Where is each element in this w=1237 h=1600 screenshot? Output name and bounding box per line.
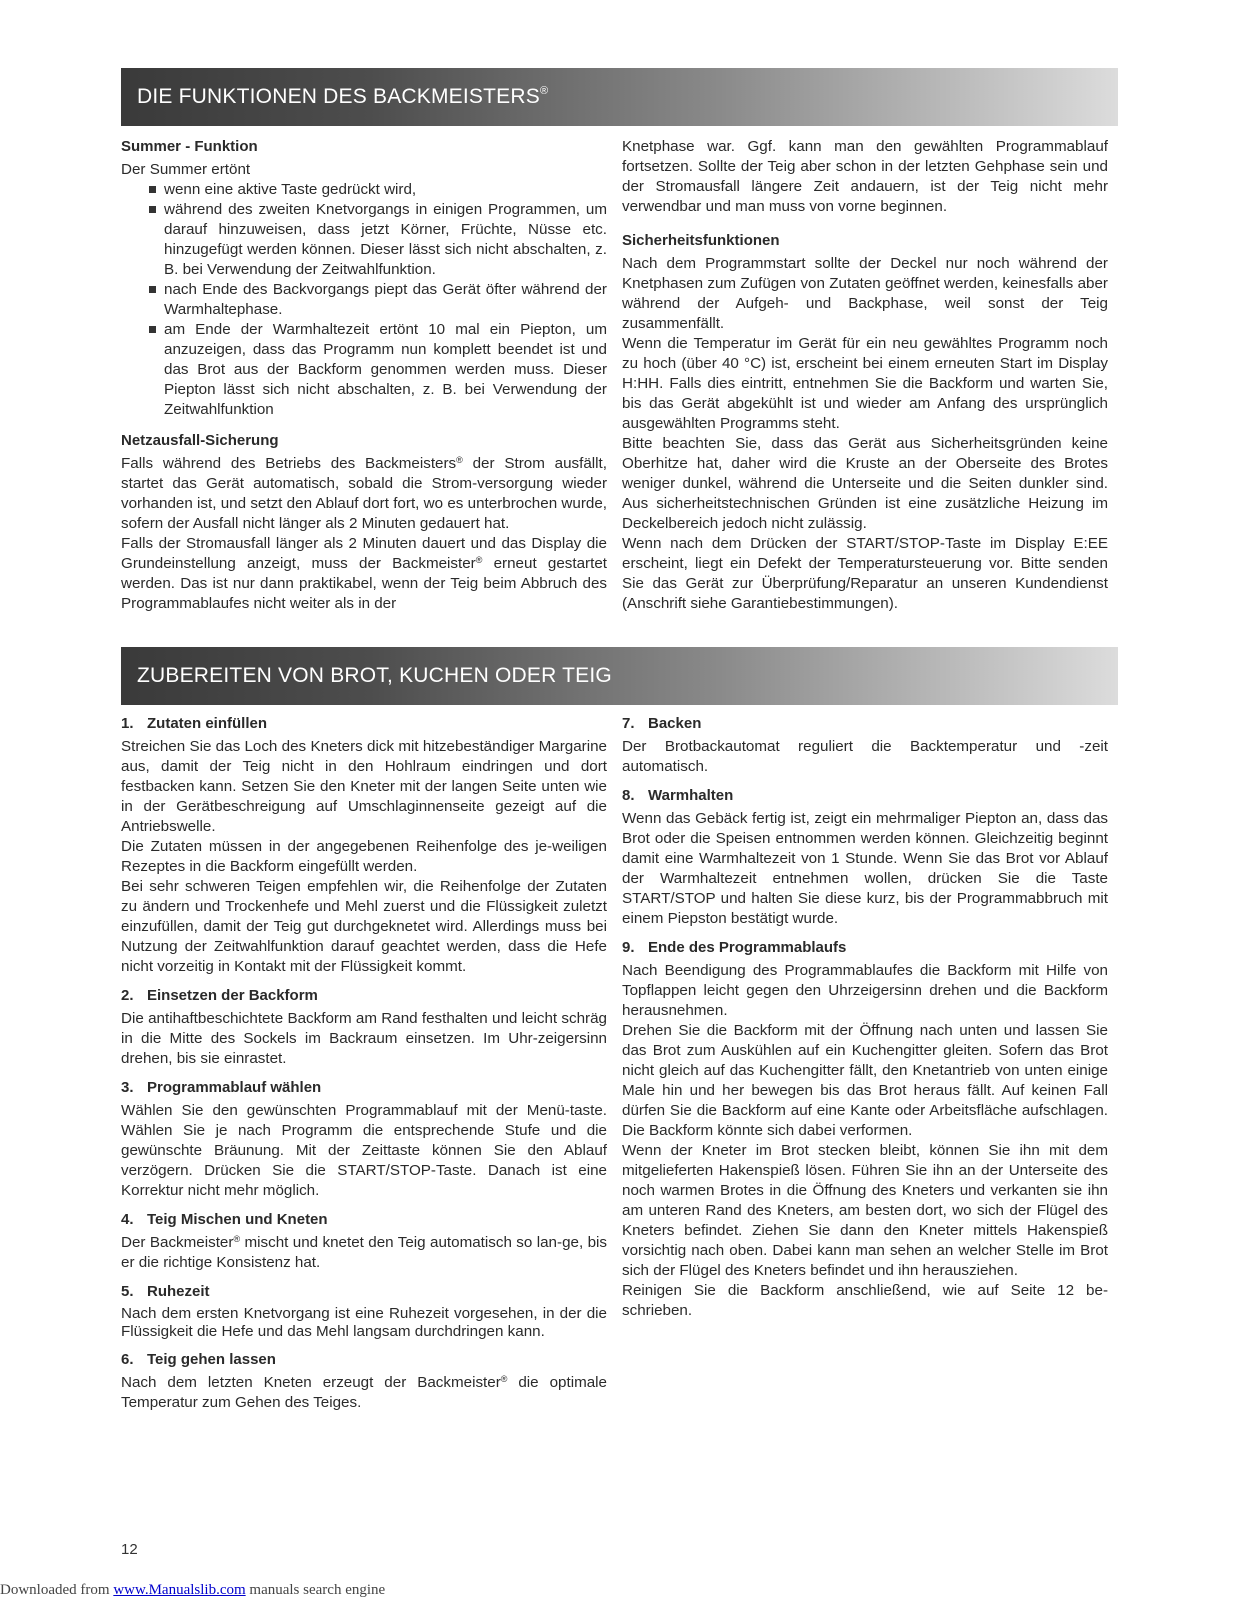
step-6 [121, 1350, 607, 1413]
page-number: 12 [121, 1541, 138, 1558]
step-paragraph: Wählen Sie den gewünschten Programmablauf mit der Menü-taste. Wählen Sie je nach Programm die entsprechende Stufe und die gewünschte Bräunung. Mit der Zeittaste können Sie den Ablauf verzögern. Drücken Sie die START/STOP-Taste. Danach ist eine Korrektur nicht mehr möglich. [121, 1102, 607, 1199]
step-heading: 6. Teig gehen lassen [121, 1351, 276, 1368]
registered-mark: ® [233, 1234, 241, 1244]
download-footer: Downloaded from www.Manualslib.com manuals search engine [0, 1582, 386, 1598]
sicherheit-section [622, 231, 1108, 614]
summer-section [121, 137, 607, 420]
step-7 [622, 714, 1108, 777]
list-item: während des zweiten Knetvorgangs in einigen Programmen, um darauf hinzuweisen, dass jetzt Körner, Früchte, Nüsse etc. hinzugefügt werden können. Dieser lässt sich nicht abschalten, z. B. bei Verwendung der Zeitwahlfunktion. [164, 201, 607, 278]
step-5 [121, 1282, 607, 1341]
step-heading: 9. Ende des Programmablaufs [622, 939, 847, 956]
step-4 [121, 1210, 607, 1273]
step-heading: 4. Teig Mischen und Kneten [121, 1211, 328, 1228]
section-title-preparation: ZUBEREITEN VON BROT, KUCHEN ODER TEIG [137, 664, 612, 687]
list-item: nach Ende des Backvorgangs piept das Gerät öfter während der Warmhaltephase. [164, 281, 607, 318]
sicherheit-paragraph-2: Wenn die Temperatur im Gerät für ein neu gewähltes Programm noch zu hoch (über 40 °C) ist, erscheint bei einem erneuten Start im Display H:HH. Falls dies eintritt, entnehmen Sie die Backform und warten Sie, bis das Gerät abgekühlt ist und wieder am Anfang des ursprünglich ausgewählten Programms steht. [622, 335, 1108, 432]
netzausfall-heading: Netzausfall-Sicherung [121, 432, 279, 449]
step-paragraph: Wenn der Kneter im Brot stecken bleibt, können Sie ihn mit dem mitgelieferten Hakenspieß lösen. Führen Sie ihn an der Unterseite des noch warmen Brotes in die Öffnung des Kneters und verkanten sie ihn am unteren Rand des Kneters, am besten dort, wo sich der Flügel des Kneters befindet. Ziehen Sie dann den Kneter mittels Hakenspieß vorsichtig nach oben. Dabei kann man sehen an welcher Stelle im Brot sich der Flügel des Kneters befindet und ihn herausziehen. [622, 1142, 1108, 1279]
functions-right-column [622, 137, 1108, 625]
step-paragraph: Der Backmeister® mischt und knetet den Teig automatisch so lan-ge, bis er die richtige Konsistenz hat. [121, 1234, 607, 1271]
step-heading: 7. Backen [622, 715, 702, 732]
registered-mark: ® [475, 555, 483, 565]
step-paragraph: Drehen Sie die Backform mit der Öffnung nach unten und lassen Sie das Brot zum Auskühlen auf ein Kuchengitter gleiten. Sofern das Brot nicht gleich auf das Kuchengitter fällt, den Knetantrieb von unten einige Male hin und her bewegen bis das Brot heraus fällt. Auf keinen Fall dürfen Sie die Backform auf eine Kante oder Arbeitsfläche aufschlagen. Die Backform könnte sich dabei verformen. [622, 1022, 1108, 1139]
step-1 [121, 714, 607, 977]
step-3 [121, 1078, 607, 1201]
step-heading: 2. Einsetzen der Backform [121, 987, 318, 1004]
netzausfall-paragraph-2-cont: Knetphase war. Ggf. kann man den gewählten Programmablauf fortsetzen. Sollte der Teig aber schon in der letzten Gehphase sein und der Stromausfall längere Zeit andauern, ist der Teig nicht mehr verwendbar und man muss von vorne beginnen. [622, 138, 1108, 215]
step-paragraph: Bei sehr schweren Teigen empfehlen wir, die Reihenfolge der Zutaten zu ändern und Trockenhefe und Mehl zuerst und die Flüssigkeit zuletzt einzufüllen, damit der Teig gut durchgeknetet wird. Allerdings muss bei Nutzung der Zeitwahlfunktion darauf geachtet werden, dass die Hefe nicht vorzeitig in Kontakt mit der Flüssigkeit kommt. [121, 878, 607, 975]
step-paragraph: Der Brotbackautomat reguliert die Backtemperatur und -zeit automatisch. [622, 738, 1108, 775]
netzausfall-continuation [622, 137, 1108, 217]
step-paragraph: Reinigen Sie die Backform anschließend, wie auf Seite 12 be-schrieben. [622, 1282, 1108, 1319]
summer-intro: Der Summer ertönt [121, 161, 251, 178]
step-paragraph: Die antihaftbeschichtete Backform am Rand festhalten und leicht schräg in die Mitte des Sockels im Backraum einsetzen. Im Uhr-zeigersinn drehen, bis sie einrastet. [121, 1010, 607, 1067]
sicherheit-heading: Sicherheitsfunktionen [622, 232, 780, 249]
registered-mark: ® [539, 85, 549, 97]
step-paragraph: Die Zutaten müssen in der angegebenen Reihenfolge des je-weiligen Rezeptes in die Backform eingefüllt werden. [121, 838, 607, 875]
registered-mark: ® [500, 1374, 508, 1384]
functions-left-column [121, 137, 607, 625]
registered-mark: ® [456, 455, 463, 465]
preparation-right-column [622, 714, 1108, 1330]
step-heading: 5. Ruhezeit [121, 1283, 210, 1300]
step-heading: 3. Programmablauf wählen [121, 1079, 322, 1096]
list-item: am Ende der Warmhaltezeit ertönt 10 mal ein Piepton, um anzuzeigen, dass das Programm nun komplett beendet ist und das Brot aus der Backform genommen werden muss. Dieser Piepton lässt sich nicht abschalten, z. B. bei Verwendung der Zeitwahlfunktion [164, 321, 607, 418]
step-heading: 8. Warmhalten [622, 787, 734, 804]
preparation-left-column [121, 714, 607, 1422]
step-heading: 1. Zutaten einfüllen [121, 715, 267, 732]
step-8 [622, 786, 1108, 929]
section-title-functions: DIE FUNKTIONEN DES BACKMEISTERS® [137, 85, 549, 108]
netzausfall-paragraph-1: Falls während des Betriebs des Backmeisters® der Strom ausfällt, startet das Gerät automatisch, sobald die Strom-versorgung wieder vorhanden ist, und setzt den Ablauf dort fort, wo es unterbrochen wurde, sofern der Ausfall nicht länger als 2 Minuten gedauert hat. [121, 455, 607, 532]
step-paragraph: Nach Beendigung des Programmablaufes die Backform mit Hilfe von Topflappen leicht gegen den Uhrzeigersinn drehen und die Backform herausnehmen. [622, 962, 1108, 1019]
netzausfall-paragraph-2: Falls der Stromausfall länger als 2 Minuten dauert und das Display die Grundeinstellung anzeigt, muss der Backmeister® erneut gestartet werden. Das ist nur dann praktikabel, wenn der Teig beim Abbruch des Programmablaufes nicht weiter als in der [121, 535, 607, 612]
manualslib-link[interactable]: www.Manualslib.com [113, 1582, 246, 1598]
summer-list [121, 180, 607, 420]
step-9 [622, 938, 1108, 1321]
section-banner-preparation [121, 647, 1118, 705]
step-paragraph: Wenn das Gebäck fertig ist, zeigt ein mehrmaliger Piepton an, dass das Brot oder die Speisen entnommen werden können. Gleichzeitig beginnt damit eine Warmhaltezeit von 1 Stunde. Wenn Sie das Brot vor Ablauf der Warmhaltezeit entnehmen wollen, drücken Sie die Taste START/STOP und halten Sie diese kurz, bis der Programmabbruch mit einem Piepston bestätigt wurde. [622, 810, 1108, 927]
step-paragraph: Streichen Sie das Loch des Kneters dick mit hitzebeständiger Margarine aus, damit der Teig nicht in den Hohlraum eindringen und dort festbacken kann. Setzen Sie den Kneter mit der langen Seite unten wie in der Gerätbeschreigung auf Umschlaginnenseite gezeigt auf die Antriebswelle. [121, 738, 607, 835]
sicherheit-paragraph-1: Nach dem Programmstart sollte der Deckel nur noch während der Knetphasen zum Zufügen von Zutaten geöffnet werden, keinesfalls aber während der Aufgeh- und Backphase, weil sonst der Teig zusammenfällt. [622, 255, 1108, 332]
list-item: wenn eine aktive Taste gedrückt wird, [164, 180, 607, 200]
step-paragraph: Nach dem ersten Knetvorgang ist eine Ruhezeit vorgesehen, in der die Flüssigkeit die Hefe und das Mehl langsam durchdringen kann. [121, 1305, 607, 1340]
step-paragraph: Nach dem letzten Kneten erzeugt der Backmeister® die optimale Temperatur zum Gehen des Teiges. [121, 1374, 607, 1411]
sicherheit-paragraph-3: Bitte beachten Sie, dass das Gerät aus Sicherheitsgründen keine Oberhitze hat, daher wird die Kruste an der Oberseite des Brotes weniger dunkel, während die Unterseite und die Seiten dunkler sind. Aus sicherheitstechnischen Gründen ist eine zusätzliche Heizung im Deckelbereich jedoch nicht zulässig. [622, 435, 1108, 532]
netzausfall-section [121, 431, 607, 614]
section-banner-functions [121, 68, 1118, 126]
summer-heading: Summer - Funktion [121, 138, 258, 155]
sicherheit-paragraph-4: Wenn nach dem Drücken der START/STOP-Taste im Display E:EE erscheint, liegt ein Defekt der Temperatursteuerung vor. Bitte senden Sie das Gerät zur Überprüfung/Reparatur an unseren Kundendienst (Anschrift siehe Garantiebestimmungen). [622, 535, 1108, 612]
step-2 [121, 986, 607, 1069]
